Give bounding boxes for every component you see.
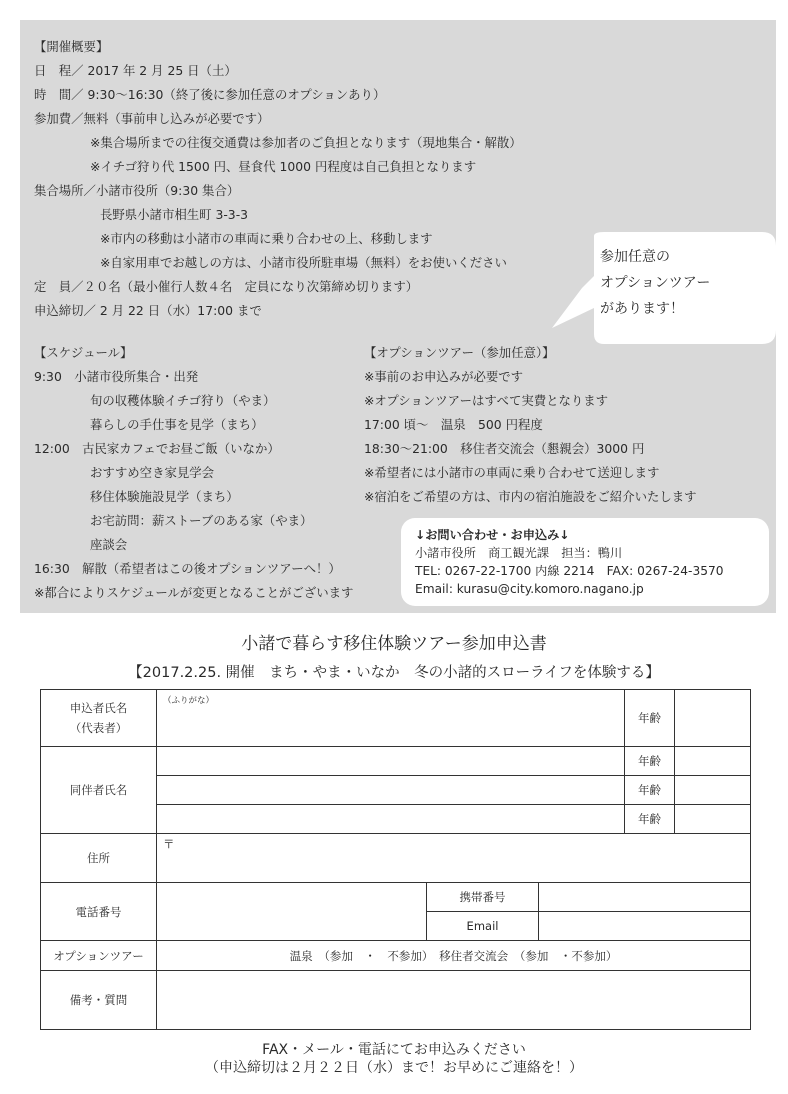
overview-address: 長野県小諸市相生町 3-3-3 bbox=[100, 207, 249, 222]
companion-age-label-3: 年齢 bbox=[625, 805, 675, 834]
companion-age-label-2: 年齢 bbox=[625, 776, 675, 805]
option-tour-item: 18:30〜21:00 移住者交流会（懇親会）3000 円 bbox=[364, 441, 645, 456]
mobile-field[interactable] bbox=[539, 883, 751, 912]
furigana-label: （ふりがな） bbox=[163, 696, 215, 706]
schedule-item: 16:30 解散（希望者はこの後オプションツアーへ！） bbox=[34, 561, 341, 576]
schedule-item: おすすめ空き家見学会 bbox=[90, 465, 215, 480]
companion-age-field-2[interactable] bbox=[675, 776, 751, 805]
contact-box bbox=[401, 518, 769, 606]
overview-time: 時 間／ 9:30〜16:30（終了後に参加任意のオプションあり） bbox=[34, 87, 386, 102]
schedule-item: 移住体験施設見学（まち） bbox=[90, 489, 239, 504]
companion-age-field-1[interactable] bbox=[675, 747, 751, 776]
overview-transport-note: ※市内の移動は小諸市の車両に乗り合わせの上、移動します bbox=[100, 231, 433, 246]
option-tour-item: ※希望者には小諸市の車両に乗り合わせて送迎します bbox=[364, 465, 660, 480]
schedule-item: 暮らしの手仕事を見学（まち） bbox=[90, 417, 264, 432]
mobile-label: 携帯番号 bbox=[427, 883, 539, 912]
form-subtitle: 【2017.2.25. 開催 まち・やま・いなか 冬の小諸的スローライフを体験する】 bbox=[128, 665, 660, 681]
schedule-note: ※都合によりスケジュールが変更となることがございます bbox=[34, 585, 354, 600]
address-label: 住所 bbox=[41, 834, 157, 883]
contact-heading: ↓お問い合わせ・お申込み↓ bbox=[415, 528, 570, 542]
email-field[interactable] bbox=[539, 912, 751, 941]
companion-age-field-3[interactable] bbox=[675, 805, 751, 834]
postal-mark: 〒 bbox=[163, 837, 175, 851]
overview-parking-note: ※自家用車でお越しの方は、小諸市役所駐車場（無料）をお使いください bbox=[100, 255, 507, 270]
companion-name-field-1[interactable] bbox=[157, 747, 625, 776]
companion-name-field-2[interactable] bbox=[157, 776, 625, 805]
schedule-item: 12:00 古民家カフェでお昼ご飯（いなか） bbox=[34, 441, 280, 456]
footer-deadline-note: （申込締切は２月２２日（水）まで！お早めにご連絡を！） bbox=[205, 1060, 583, 1076]
callout-line-3: があります！ bbox=[600, 301, 684, 317]
schedule-item: 座談会 bbox=[90, 537, 128, 552]
applicant-name-label: 申込者氏名 （代表者） bbox=[41, 690, 157, 747]
email-label: Email bbox=[427, 912, 539, 941]
option-tour-item: ※オプションツアーはすべて実費となります bbox=[364, 393, 609, 408]
phone-field[interactable] bbox=[157, 883, 427, 941]
option-tour-callout bbox=[540, 230, 778, 346]
address-field[interactable] bbox=[157, 834, 751, 883]
footer-instruction: FAX・メール・電話にてお申込みください bbox=[262, 1042, 526, 1058]
overview-heading: 【開催概要】 bbox=[34, 39, 109, 54]
overview-fee-note-1: ※集合場所までの往復交通費は参加者のご負担となります（現地集合・解散） bbox=[90, 135, 522, 150]
schedule-item: 旬の収穫体験イチゴ狩り（やま） bbox=[90, 393, 276, 408]
overview-meeting-place: 集合場所／小諸市役所（9:30 集合） bbox=[34, 183, 240, 198]
form-title: 小諸で暮らす移住体験ツアー参加申込書 bbox=[241, 634, 547, 654]
companion-age-label-1: 年齢 bbox=[625, 747, 675, 776]
contact-org: 小諸市役所 商工観光課 担当：鴨川 bbox=[415, 546, 623, 560]
overview-fee: 参加費／無料（事前申し込みが必要です） bbox=[34, 111, 270, 126]
overview-date: 日 程／ 2017 年 2 月 25 日（土） bbox=[34, 63, 237, 78]
option-tour-choices[interactable]: 温泉 （参加 ・ 不参加） 移住者交流会 （参加 ・不参加） bbox=[157, 941, 751, 971]
contact-email[interactable]: Email: kurasu@city.komoro.nagano.jp bbox=[415, 582, 644, 596]
companion-name-label: 同伴者氏名 bbox=[41, 747, 157, 834]
overview-fee-note-2: ※イチゴ狩り代 1500 円、昼食代 1000 円程度は自己負担となります bbox=[90, 159, 477, 174]
callout-line-1: 参加任意の bbox=[600, 249, 670, 265]
option-tour-item: 17:00 頃〜 温泉 500 円程度 bbox=[364, 417, 543, 432]
option-tour-item: ※事前のお申込みが必要です bbox=[364, 369, 524, 384]
remarks-field[interactable] bbox=[157, 971, 751, 1030]
phone-label: 電話番号 bbox=[41, 883, 157, 941]
overview-capacity: 定 員／２０名（最小催行人数４名 定員になり次第締め切ります） bbox=[34, 279, 419, 294]
application-form-table bbox=[40, 689, 751, 1030]
contact-tel-fax: TEL: 0267-22-1700 内線 2214 FAX: 0267-24-3570 bbox=[415, 564, 724, 578]
option-tour-heading: 【オプションツアー（参加任意）】 bbox=[364, 345, 555, 360]
applicant-age-field[interactable] bbox=[675, 690, 751, 747]
option-tour-item: ※宿泊をご希望の方は、市内の宿泊施設をご紹介いたします bbox=[364, 489, 697, 504]
callout-line-2: オプションツアー bbox=[600, 275, 711, 291]
overview-deadline: 申込締切／ 2 月 22 日（水）17:00 まで bbox=[34, 303, 262, 318]
applicant-age-label: 年齢 bbox=[625, 690, 675, 747]
remarks-label: 備考・質問 bbox=[41, 971, 157, 1030]
schedule-item: お宅訪問：薪ストーブのある家（やま） bbox=[90, 513, 313, 528]
companion-name-field-3[interactable] bbox=[157, 805, 625, 834]
option-tour-label: オプションツアー bbox=[41, 941, 157, 971]
schedule-item: 9:30 小諸市役所集合・出発 bbox=[34, 369, 199, 384]
applicant-name-field[interactable] bbox=[157, 690, 625, 747]
schedule-heading: 【スケジュール】 bbox=[34, 345, 133, 360]
